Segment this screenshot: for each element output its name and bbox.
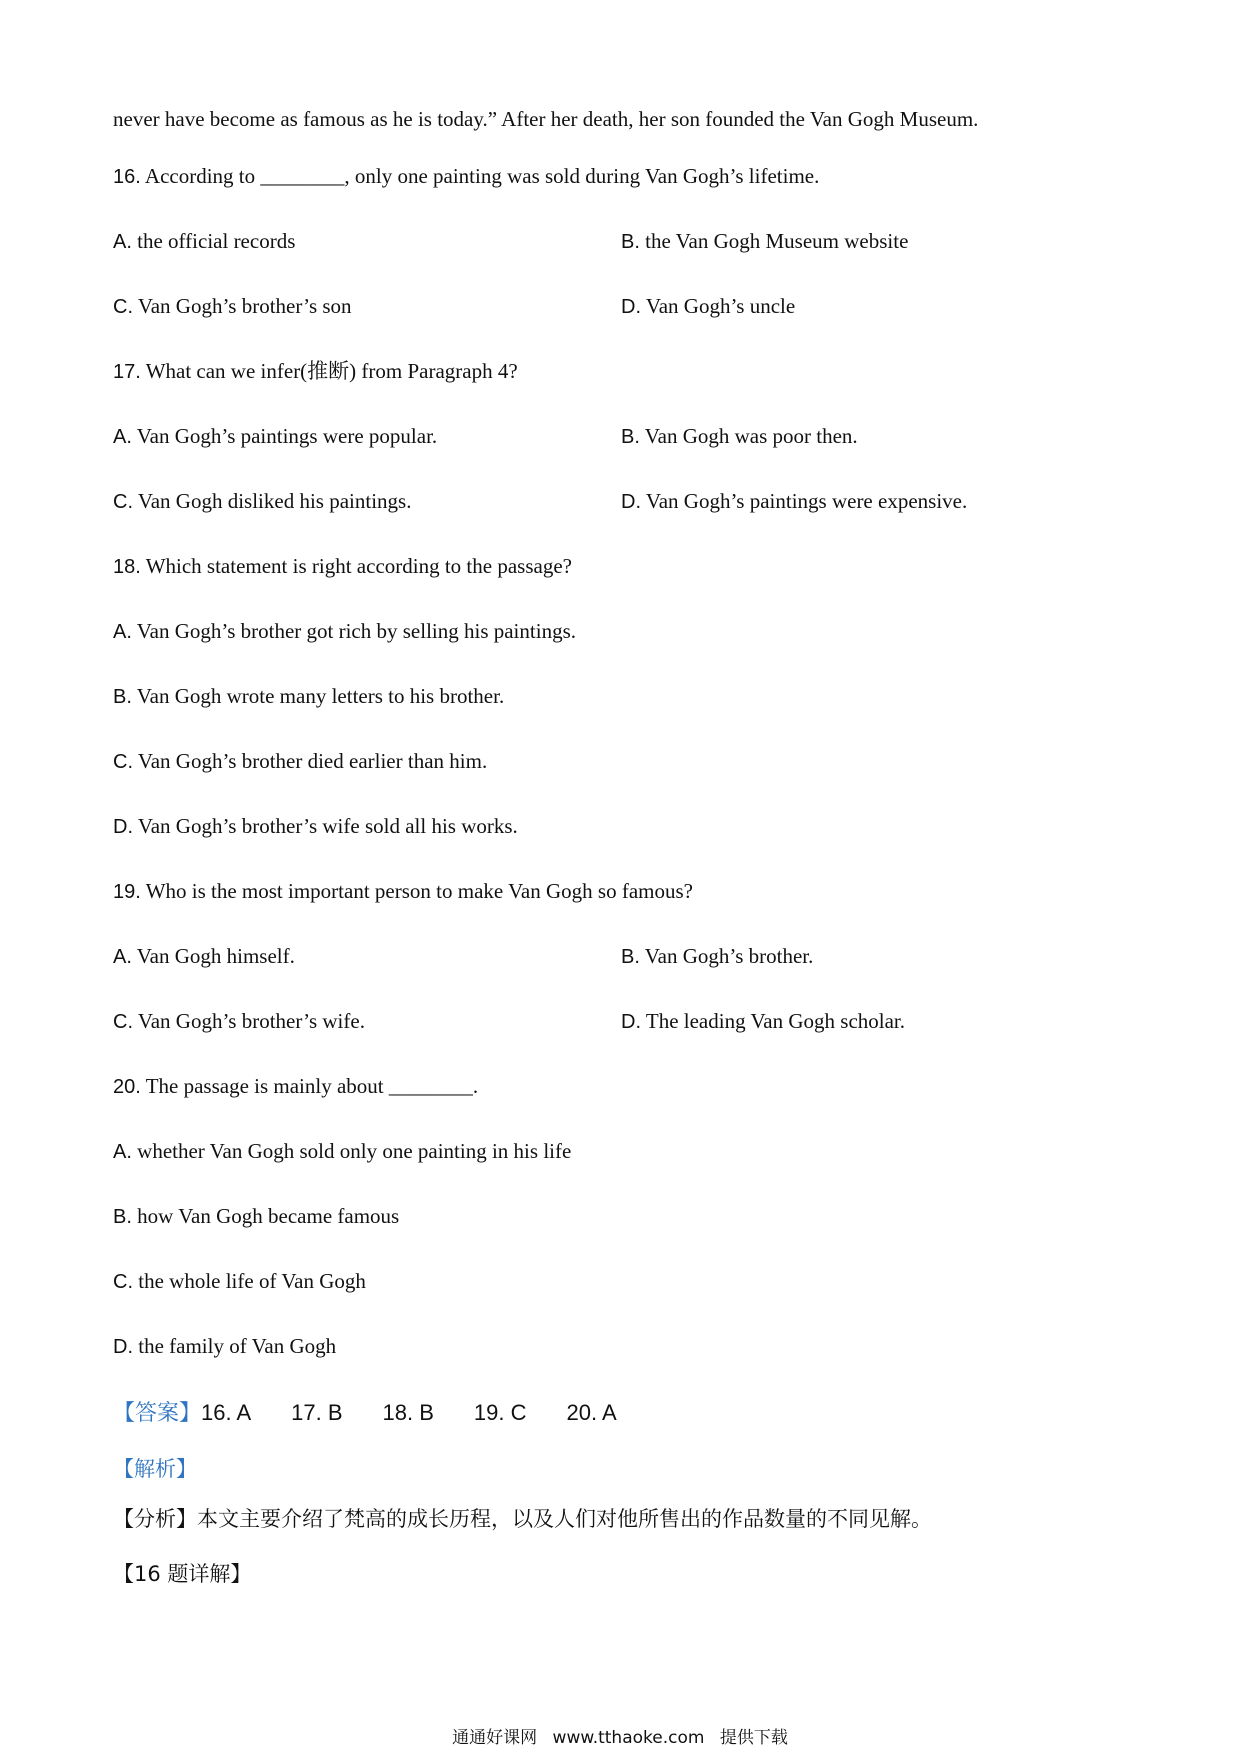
option-19-c	[113, 1007, 365, 1036]
option-17-c	[113, 487, 411, 516]
passage-continuation: never have become as famous as he is today.” After her death, her son founded the Van Gogh Museum.	[113, 107, 979, 131]
option-letter: C.	[113, 1011, 133, 1033]
question-stem: Which statement is right according to the passage?	[145, 554, 572, 578]
detail-label: 【16 题详解】	[113, 1562, 252, 1586]
option-17-a	[113, 422, 437, 451]
question-20	[113, 1072, 478, 1101]
option-17-b	[621, 422, 858, 451]
option-text: Van Gogh wrote many letters to his brother.	[136, 684, 505, 708]
footer-url[interactable]: www.tthaoke.com	[552, 1728, 705, 1748]
option-letter: C.	[113, 751, 133, 773]
option-text: Van Gogh’s uncle	[645, 294, 796, 318]
option-letter: D.	[621, 296, 641, 318]
question-number: 18.	[113, 556, 141, 578]
option-19-b	[621, 942, 813, 971]
option-letter: A.	[113, 1141, 132, 1163]
option-letter: D.	[113, 1336, 133, 1358]
option-20-b	[113, 1202, 399, 1231]
option-text: Van Gogh’s brother’s son	[137, 294, 352, 318]
option-18-d	[113, 812, 518, 841]
option-20-d	[113, 1332, 336, 1361]
option-letter: B.	[621, 231, 640, 253]
question-number: 16.	[113, 166, 141, 188]
option-text: the Van Gogh Museum website	[645, 229, 909, 253]
option-letter: B.	[113, 1206, 132, 1228]
option-text: the family of Van Gogh	[138, 1334, 337, 1358]
question-stem: Who is the most important person to make Van Gogh so famous?	[145, 879, 693, 903]
question-16	[113, 162, 819, 191]
question-17	[113, 357, 518, 386]
answer-item: 18. B	[382, 1400, 434, 1425]
option-letter: B.	[621, 426, 640, 448]
option-text: Van Gogh’s brother died earlier than him.	[137, 749, 488, 773]
option-text: Van Gogh’s paintings were expensive.	[645, 489, 968, 513]
question-19	[113, 877, 693, 906]
option-letter: A.	[113, 231, 132, 253]
answer-row	[113, 1398, 657, 1428]
option-20-c	[113, 1267, 366, 1296]
option-20-a	[113, 1137, 571, 1166]
option-text: Van Gogh’s brother.	[644, 944, 814, 968]
option-letter: A.	[113, 426, 132, 448]
question-number: 17.	[113, 361, 141, 383]
option-text: the official records	[137, 229, 296, 253]
option-letter: A.	[113, 946, 132, 968]
option-letter: A.	[113, 621, 132, 643]
option-18-a	[113, 617, 576, 646]
option-17-d	[621, 487, 967, 516]
option-text: whether Van Gogh sold only one painting in his life	[137, 1139, 572, 1163]
option-16-d	[621, 292, 795, 321]
analysis-label: 【解析】	[113, 1457, 197, 1481]
answer-label: 【答案】	[113, 1400, 202, 1425]
footer-site-name: 通通好课网	[452, 1728, 538, 1748]
option-text: Van Gogh’s brother’s wife.	[137, 1009, 365, 1033]
option-text: the whole life of Van Gogh	[138, 1269, 366, 1293]
answer-item: 19. C	[473, 1400, 527, 1425]
option-letter: D.	[621, 491, 641, 513]
option-letter: C.	[113, 1271, 133, 1293]
option-18-c	[113, 747, 487, 776]
answer-item: 16. A	[201, 1400, 252, 1425]
page-footer	[0, 1727, 1240, 1749]
option-16-a	[113, 227, 295, 256]
question-stem: What can we infer(推断) from Paragraph 4?	[145, 359, 518, 383]
option-19-a	[113, 942, 295, 971]
option-text: Van Gogh was poor then.	[644, 424, 858, 448]
option-text: Van Gogh’s brother’s wife sold all his works.	[137, 814, 518, 838]
option-letter: C.	[113, 491, 133, 513]
option-letter: B.	[621, 946, 640, 968]
question-stem: According to ________, only one painting was sold during Van Gogh’s lifetime.	[144, 164, 820, 188]
question-number: 19.	[113, 881, 141, 903]
question-18	[113, 552, 572, 581]
option-text: Van Gogh’s brother got rich by selling his paintings.	[136, 619, 576, 643]
option-text: how Van Gogh became famous	[137, 1204, 400, 1228]
option-text: Van Gogh’s paintings were popular.	[136, 424, 438, 448]
option-text: The leading Van Gogh scholar.	[645, 1009, 906, 1033]
option-16-c	[113, 292, 352, 321]
analysis-summary: 【分析】本文主要介绍了梵高的成长历程，以及人们对他所售出的作品数量的不同见解。	[113, 1507, 932, 1531]
option-text: Van Gogh himself.	[136, 944, 295, 968]
footer-note: 提供下载	[719, 1728, 788, 1748]
option-19-d	[621, 1007, 905, 1036]
option-letter: C.	[113, 296, 133, 318]
option-16-b	[621, 227, 908, 256]
question-stem: The passage is mainly about ________.	[145, 1074, 479, 1098]
question-number: 20.	[113, 1076, 141, 1098]
option-18-b	[113, 682, 504, 711]
answer-item: 17. B	[291, 1400, 343, 1425]
option-letter: D.	[621, 1011, 641, 1033]
answer-item: 20. A	[566, 1400, 617, 1425]
option-letter: D.	[113, 816, 133, 838]
option-text: Van Gogh disliked his paintings.	[137, 489, 412, 513]
option-letter: B.	[113, 686, 132, 708]
